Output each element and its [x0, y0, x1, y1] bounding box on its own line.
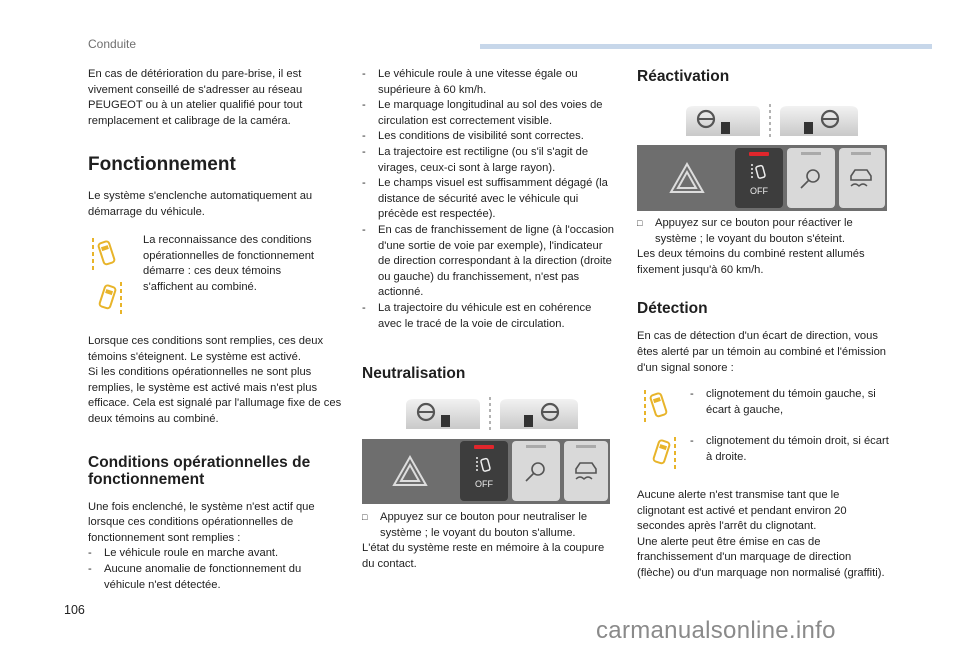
heading-fonctionnement: Fonctionnement [88, 154, 236, 176]
heading-conditions: Conditions opérationnelles de fonctionnement [88, 453, 311, 488]
esp-button[interactable] [564, 441, 608, 501]
heading-detection: Détection [637, 300, 708, 318]
list-item: - Le véhicule roule en marche avant. [88, 547, 279, 560]
list-item: - Le champs visuel est suffisamment dégagé (la distance de sécurité avec le véhicule qui précède est respectée). [362, 177, 608, 221]
left-column [88, 67, 344, 221]
header-bar [480, 44, 932, 49]
hazard-icon [392, 455, 428, 487]
paragraph-emise: Une alerte peut être émise en cas de franchissement d'un marquage de direction (flèche) ou d'un marquage non normalisé (graffiti). [637, 535, 885, 579]
section-header: Conduite [88, 37, 137, 51]
bullet-icon: □ [362, 512, 368, 522]
middle-column [362, 67, 614, 332]
lane-assist-button[interactable] [735, 148, 783, 208]
lane-departure-left-icon [642, 388, 674, 424]
paragraph-alerte: Aucune alerte n'est transmise tant que le clignotant est activé et pendant environ 20 secondes après l'arrêt du clignotant. [637, 489, 847, 533]
right-lower [637, 488, 887, 582]
switch-panel [362, 439, 610, 504]
esp-button[interactable] [839, 148, 885, 208]
steering-assist-icon [524, 459, 548, 483]
heading-reactivation: Réactivation [637, 68, 730, 85]
paragraph-memoire: L'état du système reste en mémoire à la coupure du contact. [362, 542, 605, 570]
lane-assist-icon [474, 455, 494, 475]
paragraph-nonremplies: Si les conditions opérationnelles ne sont plus remplies, le système est activé mais n'est plus efficace. Cela est signalé par l'allumage fixe de ces deux témoins au combiné. [88, 366, 342, 425]
paragraph-enclenche: Une fois enclenché, le système n'est actif que lorsque ces conditions opérationnelles de fonctionnement sont remplies : [88, 500, 315, 544]
list-item: - La trajectoire du véhicule est en cohérence avec le tracé de la voie de circulation. [362, 301, 592, 330]
list-item: - La trajectoire est rectiligne (ou s'il s'agit de virages, ceux-ci sont à large rayon). [362, 145, 589, 174]
list-item: - En cas de franchissement de ligne (à l'occasion d'une sortie de voie par exemple), l'indicateur de direction correspondant à la direction (droite ou gauche) du franchissement, n'est pas actionné. [362, 223, 614, 299]
esp-skid-icon [572, 459, 600, 481]
lane-departure-left-icon [90, 236, 122, 272]
heading-neutralisation: Neutralisation [362, 365, 466, 382]
bullet-icon: □ [637, 218, 643, 228]
note-reactiv: □ Appuyez sur ce bouton pour réactiver le système ; le voyant du bouton s'éteint. [637, 216, 887, 247]
off-label: OFF [475, 479, 493, 489]
lane-assist-icon [749, 162, 769, 182]
lane-assist-button[interactable] [460, 441, 508, 501]
list-item: - Le marquage longitudinal au sol des voies de circulation est correctement visible. [362, 99, 603, 127]
lane-departure-right-icon [92, 280, 124, 316]
page-number: 106 [64, 603, 85, 617]
lane-departure-right-icon [646, 435, 678, 471]
paragraph-auto: Le système s'enclenche automatiquement au démarrage du véhicule. [88, 190, 313, 218]
list-item: - Le véhicule roule à une vitesse égale ou supérieure à 60 km/h. [362, 68, 578, 96]
instrument-cluster-witness-icons [684, 102, 860, 142]
note-neutral: □ Appuyez sur ce bouton pour neutraliser le système ; le voyant du bouton s'allume. [362, 510, 612, 541]
right-upper [637, 216, 887, 376]
off-label: OFF [750, 186, 768, 196]
detection-item-left: - clignotement du témoin gauche, si écart à gauche, [690, 388, 876, 416]
paragraph-detection: En cas de détection d'un écart de direction, vous êtes alerté par un témoin au combiné et l'émission d'un signal sonore : [637, 330, 887, 374]
esp-skid-icon [847, 166, 875, 188]
note-conditions: La reconnaissance des conditions opérationnelles de fonctionnement démarre : ces deux témoins s'affichent au combiné. [143, 234, 315, 293]
drive-assist-button[interactable] [787, 148, 835, 208]
middle-lower [362, 510, 612, 572]
paragraph-remplies: Lorsque ces conditions sont remplies, ces deux témoins s'éteignent. Le système est activé. [88, 335, 324, 363]
drive-assist-button[interactable] [512, 441, 560, 501]
steering-assist-icon [799, 166, 823, 190]
intro-paragraph: En cas de détérioration du pare-brise, il est vivement conseillé de s'adresser au réseau PEUGEOT ou à un atelier qualifié pour tout remplacement et calibrage de la caméra. [88, 68, 303, 127]
instrument-cluster-witness-icons [404, 395, 580, 435]
detection-item-right: - clignotement du témoin droit, si écart à droite. [690, 435, 889, 463]
paragraph-temoins: Les deux témoins du combiné restent allumés fixement jusqu'à 60 km/h. [637, 248, 865, 276]
left-column-lower [88, 334, 344, 593]
list-item: - Aucune anomalie de fonctionnement du véhicule n'est détectée. [88, 562, 302, 591]
list-item: - Les conditions de visibilité sont correctes. [362, 130, 584, 143]
watermark: carmanualsonline.info [596, 617, 836, 644]
hazard-icon [669, 162, 705, 194]
switch-panel [637, 145, 887, 211]
